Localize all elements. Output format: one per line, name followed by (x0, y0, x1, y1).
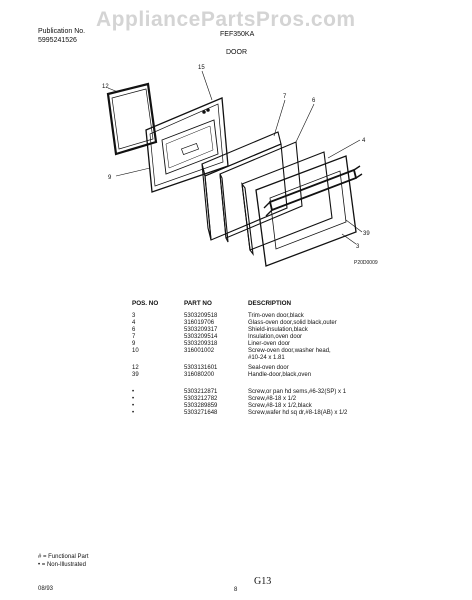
table-row: 39 316080200 Handle-door,black,oven (132, 372, 312, 378)
table-row: 7 5303209514 Insulation,oven door (132, 334, 303, 340)
liner-part (146, 98, 228, 192)
col-header-pos: POS. NO (132, 300, 159, 307)
page-number: 8 (234, 587, 238, 593)
section-title: DOOR (226, 49, 247, 56)
publication-label: Publication No. (38, 28, 86, 35)
callout-3: 3 (356, 244, 360, 250)
callout-4: 4 (362, 138, 366, 144)
table-row: #10-24 x 1.81 (248, 355, 285, 361)
publication-number: 5995241526 (38, 37, 77, 44)
callout-6: 6 (312, 98, 316, 104)
table-row: • 5303271648 Screw,wafer hd sq dr,#8-18(AB) x 1/2 (132, 410, 348, 416)
handle-part (264, 166, 362, 216)
print-date: 08/93 (38, 586, 54, 592)
legend-functional: # = Functional Part (38, 554, 89, 560)
callout-15: 15 (198, 65, 205, 71)
callout-7: 7 (283, 94, 287, 100)
table-row: • 5303289859 Screw,#8-18 x 1/2,black (132, 403, 312, 409)
callout-9: 9 (108, 175, 112, 181)
col-header-desc: DESCRIPTION (248, 300, 292, 307)
table-row: 4 316019706 Glass-oven door,solid black,outer (132, 320, 337, 326)
table-row (128, 379, 408, 386)
watermark: AppliancePartsPros.com (96, 8, 356, 31)
callout-12: 12 (102, 84, 109, 90)
callout-39: 39 (363, 231, 370, 237)
page-code: G13 (254, 576, 272, 587)
insulation-part (202, 132, 287, 240)
exploded-door-diagram (84, 58, 384, 276)
col-header-part: PART NO (184, 300, 212, 307)
table-row: 10 316001002 Screw-oven door,washer head, (132, 348, 331, 354)
table-row: 3 5303209518 Trim-oven door,black (132, 313, 304, 319)
model-number: FEF350KA (220, 31, 255, 38)
legend-non-illustrated: • = Non-Illustrated (38, 562, 86, 568)
table-row: • 5303212871 Screw,or pan hd sems,#6-32(SP) x 1 (132, 389, 347, 395)
diagram-code: P20D0009 (354, 260, 378, 266)
table-row: 9 5303209318 Liner-oven door (132, 341, 291, 347)
table-row: • 5303212782 Screw,#8-18 x 1/2 (132, 396, 297, 402)
seal-part (108, 84, 156, 154)
table-row: 12 5303131601 Seal-oven door (132, 365, 289, 371)
table-row: 6 5303209317 Shield-insulation,black (132, 327, 308, 333)
